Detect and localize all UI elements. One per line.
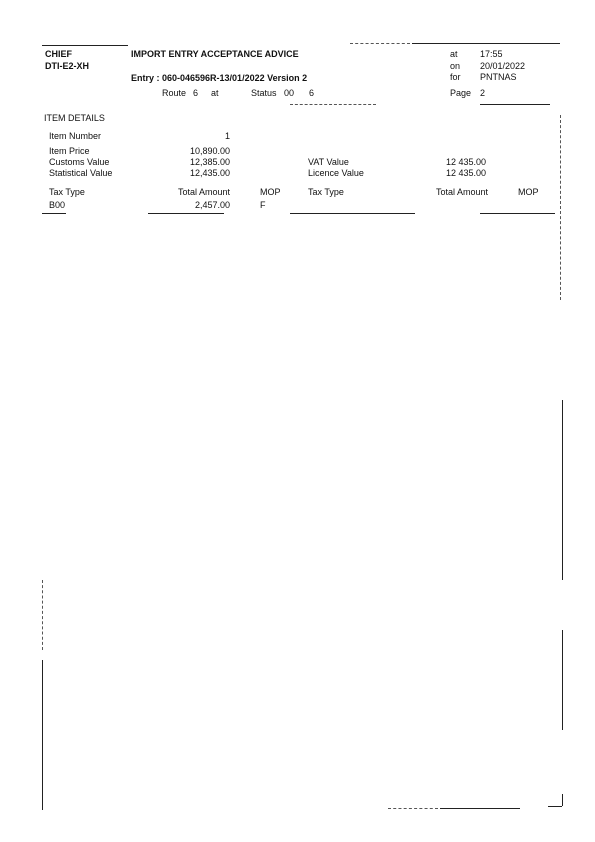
status-code: 00 — [284, 88, 295, 98]
top-rule-mid — [350, 43, 410, 44]
item-price-value: 10,890.00 — [189, 146, 230, 156]
header-rule-dash — [290, 104, 376, 105]
top-rule-left — [42, 45, 128, 46]
table-bottom-rule-1 — [42, 213, 66, 214]
left-margin-line — [42, 660, 43, 810]
document-title: IMPORT ENTRY ACCEPTANCE ADVICE — [131, 49, 299, 59]
table-bottom-rule-2 — [148, 213, 224, 214]
tax-type-header-2: Tax Type — [308, 187, 344, 197]
customs-value-amount: 12,385.00 — [189, 157, 230, 167]
bottom-rule-dash — [388, 808, 438, 809]
time-value: 17:55 — [480, 49, 503, 59]
vat-value-amount: 12 435.00 — [445, 157, 486, 167]
header-rule-right — [480, 104, 550, 105]
total-amount-header-2: Total Amount — [435, 187, 488, 197]
item-price-label: Item Price — [49, 146, 90, 156]
entry-reference: Entry : 060-046596R-13/01/2022 Version 2 — [131, 73, 308, 83]
route-at-label: at — [211, 88, 219, 98]
date-label: on — [450, 61, 461, 71]
item-number-label: Item Number — [49, 131, 102, 141]
date-value: 20/01/2022 — [480, 61, 526, 71]
top-rule-right — [412, 43, 560, 44]
bottom-right-corner — [562, 794, 563, 806]
page-label: Page — [450, 88, 472, 98]
right-margin-mark-top — [560, 115, 561, 300]
route-label: Route — [162, 88, 187, 98]
status-label: Status — [251, 88, 277, 98]
bottom-rule — [440, 808, 520, 809]
total-amount-header-1: Total Amount — [177, 187, 230, 197]
time-label: at — [450, 49, 458, 59]
bottom-rule-corner — [548, 806, 562, 807]
tax-type-header-1: Tax Type — [49, 187, 85, 197]
tax-row-type: B00 — [49, 200, 66, 210]
document-code: DTI-E2-XH — [45, 61, 90, 71]
vat-value-label: VAT Value — [308, 157, 349, 167]
item-details-heading: ITEM DETAILS — [44, 113, 105, 123]
for-label: for — [450, 72, 461, 82]
page-number: 2 — [480, 88, 486, 98]
tax-row-mop: F — [260, 200, 266, 210]
statistical-value-label: Statistical Value — [49, 168, 113, 178]
status-value: 6 — [309, 88, 315, 98]
right-margin-line-1 — [562, 400, 563, 580]
statistical-value-amount: 12,435.00 — [189, 168, 230, 178]
tax-row-total-amount: 2,457.00 — [194, 200, 230, 210]
left-margin-mark — [42, 580, 43, 650]
route-value: 6 — [193, 88, 199, 98]
right-margin-line-2 — [562, 630, 563, 730]
table-bottom-rule-3 — [290, 213, 415, 214]
mop-header-2: MOP — [518, 187, 539, 197]
table-bottom-rule-4 — [480, 213, 555, 214]
licence-value-amount: 12 435.00 — [445, 168, 486, 178]
item-number-value: 1 — [224, 131, 230, 141]
customs-value-label: Customs Value — [49, 157, 110, 167]
mop-header-1: MOP — [260, 187, 281, 197]
system-name: CHIEF — [45, 49, 72, 59]
licence-value-label: Licence Value — [308, 168, 364, 178]
for-value: PNTNAS — [480, 72, 517, 82]
